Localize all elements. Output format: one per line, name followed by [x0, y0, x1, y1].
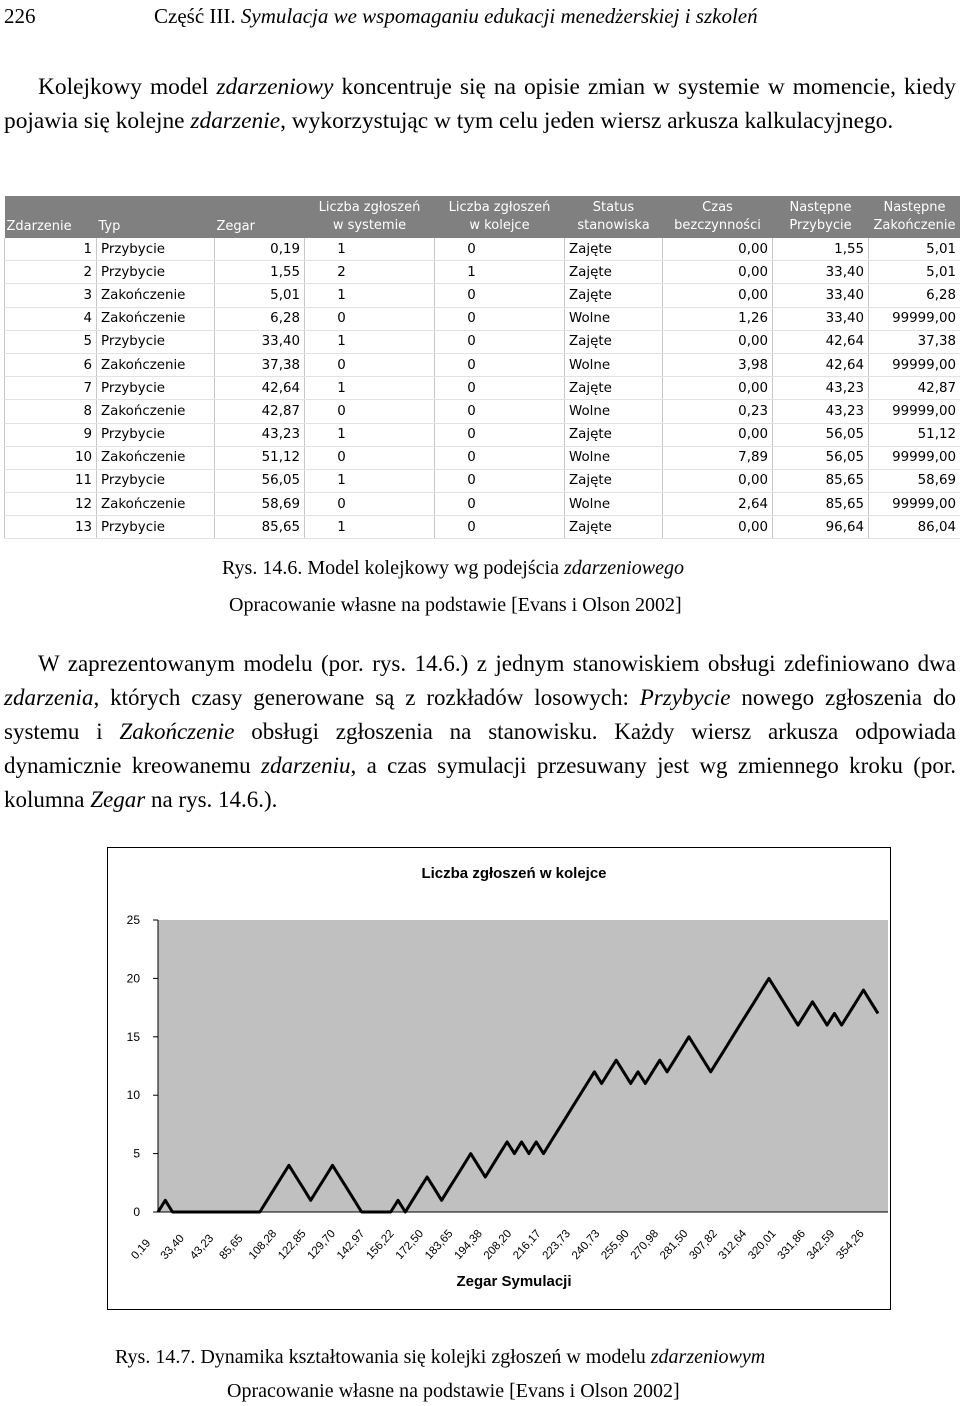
caption-italic: zdarzeniowym — [650, 1346, 766, 1368]
column-header: Zegar — [215, 196, 305, 238]
table-cell: 1 — [305, 330, 435, 353]
table-cell: Wolne — [565, 446, 663, 469]
table-cell: Wolne — [565, 307, 663, 330]
x-tick-label: 312,64 — [716, 1227, 750, 1263]
text-run: , wykorzystując w tym celu jeden wiersz arkusza kalkulacyjnego. — [280, 108, 894, 134]
table-cell: 99999,00 — [869, 446, 960, 469]
text-run: nowego zgłoszenia do systemu i — [4, 685, 956, 744]
x-tick-label: 281,50 — [658, 1227, 691, 1263]
table-cell: 0 — [435, 353, 565, 376]
table-cell: 9 — [5, 423, 97, 446]
x-tick-label: 0,19 — [129, 1237, 154, 1263]
table-cell: 0,00 — [663, 516, 773, 539]
x-tick-label: 223,73 — [540, 1227, 574, 1263]
table-cell: Zajęte — [565, 516, 663, 539]
part-label: Część III. — [154, 4, 236, 28]
table-cell: 58,69 — [215, 493, 305, 516]
table-row — [5, 516, 960, 539]
table-cell: 5 — [5, 330, 97, 353]
column-header: Status stanowiska — [565, 196, 663, 238]
text-run: na rys. 14.6.). — [145, 787, 278, 812]
table-cell: 86,04 — [869, 516, 960, 539]
table-cell: 2,64 — [663, 493, 773, 516]
table-cell: 0 — [435, 377, 565, 400]
table-cell: 0 — [305, 307, 435, 330]
table-cell: 1 — [305, 284, 435, 307]
table-cell: Przybycie — [97, 261, 215, 284]
table-cell: Przybycie — [97, 469, 215, 492]
table-cell: 56,05 — [773, 423, 869, 446]
table-row — [5, 446, 960, 469]
table-cell: Wolne — [565, 400, 663, 423]
part-title: Symulacja we wspomaganiu edukacji menedżerskiej i szkoleń — [240, 4, 758, 28]
x-tick-label: 208,20 — [481, 1227, 515, 1263]
intro-paragraph — [4, 70, 956, 138]
table-cell: 2 — [5, 261, 97, 284]
table-row — [5, 238, 960, 261]
table-cell: 5,01 — [869, 261, 960, 284]
column-header: Następne Przybycie — [773, 196, 869, 238]
table-row — [5, 377, 960, 400]
table-cell: 1 — [435, 261, 565, 284]
table-cell: Zajęte — [565, 423, 663, 446]
italic-term: zdarzeniowy — [216, 74, 334, 100]
x-tick-label: 142,97 — [334, 1227, 368, 1263]
table-cell: 0 — [435, 307, 565, 330]
table-row — [5, 307, 960, 330]
y-tick-label: 0 — [133, 1205, 140, 1219]
x-tick-label: 342,59 — [804, 1227, 838, 1263]
x-tick-label: 43,23 — [188, 1232, 217, 1263]
table-cell: 0,00 — [663, 261, 773, 284]
figure-caption — [2, 555, 960, 581]
italic-term: Zegar — [90, 787, 146, 812]
x-tick-label: 331,86 — [775, 1227, 809, 1263]
table-cell: 0 — [435, 330, 565, 353]
x-tick-label: 122,85 — [276, 1227, 309, 1263]
table-cell: 42,64 — [773, 330, 869, 353]
table-cell: Zajęte — [565, 261, 663, 284]
table-cell: 56,05 — [215, 469, 305, 492]
table-cell: 6,28 — [215, 307, 305, 330]
table-cell: 43,23 — [215, 423, 305, 446]
table-cell: Przybycie — [97, 516, 215, 539]
table-cell: 0 — [435, 516, 565, 539]
table-cell: 1,55 — [215, 261, 305, 284]
text-run: , a czas symulacji przesuwany jest wg zmiennego kroku (por. kolumna — [4, 753, 956, 812]
table-cell: Zakończenie — [97, 446, 215, 469]
plot-area — [127, 913, 888, 1262]
queue-line-chart — [108, 848, 890, 1309]
table-cell: 0 — [305, 493, 435, 516]
table-cell: 1 — [305, 423, 435, 446]
text-run: Kolejkowy model — [38, 74, 217, 100]
table-cell: 42,64 — [773, 353, 869, 376]
table-cell: Zakończenie — [97, 353, 215, 376]
table-cell: 0,00 — [663, 377, 773, 400]
table-cell: 0 — [435, 284, 565, 307]
figure-source: Opracowanie własne na podstawie [Evans i Olson 2002] — [227, 1380, 680, 1402]
body-paragraph — [4, 647, 956, 817]
table-cell: Zajęte — [565, 330, 663, 353]
x-tick-label: 216,17 — [511, 1227, 544, 1263]
table-row — [5, 353, 960, 376]
table-cell: 0,00 — [663, 284, 773, 307]
table-cell: 43,23 — [773, 400, 869, 423]
italic-term: zdarzenie — [190, 108, 281, 134]
x-tick-label: 183,65 — [423, 1227, 456, 1263]
table-cell: 7,89 — [663, 446, 773, 469]
table-row — [5, 261, 960, 284]
table-cell: 0 — [435, 446, 565, 469]
table-cell: Zajęte — [565, 377, 663, 400]
event-table — [4, 196, 960, 539]
table-cell: 2 — [305, 261, 435, 284]
table-cell: Zajęte — [565, 238, 663, 261]
table-cell: 37,38 — [215, 353, 305, 376]
table-cell: 51,12 — [215, 446, 305, 469]
x-tick-label: 156,22 — [364, 1227, 397, 1263]
table-cell: 5,01 — [869, 238, 960, 261]
table-cell: Wolne — [565, 493, 663, 516]
table-cell: 33,40 — [773, 261, 869, 284]
table-cell: 0,00 — [663, 469, 773, 492]
table-cell: 37,38 — [869, 330, 960, 353]
caption-italic: zdarzeniowego — [563, 557, 684, 579]
table-cell: 0 — [435, 469, 565, 492]
table-cell: 33,40 — [215, 330, 305, 353]
table-header-row — [5, 196, 960, 238]
table-cell: 42,87 — [215, 400, 305, 423]
table-cell: 1,55 — [773, 238, 869, 261]
table-cell: 99999,00 — [869, 353, 960, 376]
table-cell: 56,05 — [773, 446, 869, 469]
table-cell: 3 — [5, 284, 97, 307]
table-cell: 0 — [435, 493, 565, 516]
table-cell: 5,01 — [215, 284, 305, 307]
page-number: 226 — [4, 4, 36, 28]
table-row — [5, 423, 960, 446]
column-header: Zdarzenie — [5, 196, 97, 238]
column-header: Następne Zakończenie — [869, 196, 960, 238]
spreadsheet-figure — [4, 196, 960, 535]
text-run: W zaprezentowanym modelu (por. rys. 14.6.) z jednym stanowiskiem obsługi zdefiniowano dwa — [38, 651, 956, 676]
table-cell: 42,64 — [215, 377, 305, 400]
queue-chart — [107, 847, 891, 1310]
column-header: Liczba zgłoszeń w systemie — [305, 196, 435, 238]
table-cell: Przybycie — [97, 238, 215, 261]
table-cell: 96,64 — [773, 516, 869, 539]
table-cell: 8 — [5, 400, 97, 423]
table-cell: 0,00 — [663, 330, 773, 353]
table-cell: 1 — [5, 238, 97, 261]
x-tick-label: 85,65 — [217, 1232, 246, 1263]
text-run: koncentruje się na opisie zmian w systemie w momencie, kiedy pojawia się kolejne — [4, 74, 956, 134]
table-cell: 1 — [305, 377, 435, 400]
table-cell: 7 — [5, 377, 97, 400]
table-cell: 58,69 — [869, 469, 960, 492]
table-cell: 0 — [435, 238, 565, 261]
table-cell: 85,65 — [773, 493, 869, 516]
italic-term: zdarzenia — [4, 685, 94, 710]
table-row — [5, 493, 960, 516]
table-cell: 0 — [305, 353, 435, 376]
table-cell: 3,98 — [663, 353, 773, 376]
table-cell: 0 — [305, 446, 435, 469]
table-cell: Zakończenie — [97, 400, 215, 423]
table-cell: 6 — [5, 353, 97, 376]
table-cell: 99999,00 — [869, 493, 960, 516]
table-cell: 6,28 — [869, 284, 960, 307]
y-tick-label: 25 — [126, 913, 140, 927]
x-tick-label: 320,01 — [746, 1227, 779, 1263]
y-tick-label: 20 — [126, 971, 140, 986]
table-cell: 13 — [5, 516, 97, 539]
table-cell: Zakończenie — [97, 493, 215, 516]
x-axis-label: Zegar Symulacji — [456, 1273, 572, 1290]
table-row — [5, 400, 960, 423]
table-cell: 1,26 — [663, 307, 773, 330]
table-cell: 85,65 — [773, 469, 869, 492]
x-tick-label: 240,73 — [569, 1227, 603, 1263]
table-cell: 0 — [435, 400, 565, 423]
table-cell: 43,23 — [773, 377, 869, 400]
table-cell: 33,40 — [773, 307, 869, 330]
figure-source: Opracowanie własne na podstawie [Evans i Olson 2002] — [229, 594, 682, 616]
table-cell: 1 — [305, 516, 435, 539]
table-row — [5, 284, 960, 307]
table-cell: 0,19 — [215, 238, 305, 261]
x-tick-label: 307,82 — [687, 1227, 720, 1263]
x-tick-label: 33,40 — [158, 1232, 187, 1263]
y-tick-label: 5 — [133, 1146, 140, 1161]
text-run: , których czasy generowane są z rozkładów losowych: — [93, 685, 640, 710]
table-cell: Wolne — [565, 353, 663, 376]
table-cell: 33,40 — [773, 284, 869, 307]
text-run: obsługi zgłoszenia na stanowisku. Każdy wiersz arkusza odpowiada dynamicznie kreowanemu — [4, 719, 956, 778]
x-tick-label: 108,28 — [246, 1227, 280, 1263]
y-tick-label: 15 — [126, 1029, 140, 1044]
table-cell: 10 — [5, 446, 97, 469]
column-header: Typ — [97, 196, 215, 238]
x-tick-label: 194,38 — [452, 1227, 485, 1263]
x-tick-label: 172,50 — [393, 1227, 427, 1263]
italic-term: Przybycie — [639, 685, 731, 710]
x-tick-label: 129,70 — [305, 1227, 339, 1263]
table-cell: Przybycie — [97, 330, 215, 353]
table-row — [5, 330, 960, 353]
italic-term: zdarzeniu — [261, 753, 351, 778]
table-cell: 12 — [5, 493, 97, 516]
column-header: Liczba zgłoszeń w kolejce — [435, 196, 565, 238]
table-cell: Zakończenie — [97, 307, 215, 330]
table-cell: 51,12 — [869, 423, 960, 446]
italic-term: Zakończenie — [119, 719, 235, 744]
table-cell: 0 — [305, 400, 435, 423]
figure-caption — [0, 1344, 960, 1370]
table-body — [5, 238, 960, 539]
table-cell: 1 — [305, 238, 435, 261]
table-cell: 4 — [5, 307, 97, 330]
table-cell: 11 — [5, 469, 97, 492]
table-cell: 0,00 — [663, 238, 773, 261]
running-header — [4, 2, 954, 30]
table-cell: Zakończenie — [97, 284, 215, 307]
table-row — [5, 469, 960, 492]
table-cell: 99999,00 — [869, 307, 960, 330]
table-cell: Przybycie — [97, 377, 215, 400]
caption-text: Rys. 14.7. Dynamika kształtowania się kolejki zgłoszeń w modelu — [115, 1346, 651, 1368]
x-tick-label: 354,26 — [834, 1227, 867, 1263]
column-header: Czas bezczynności — [663, 196, 773, 238]
table-cell: 42,87 — [869, 377, 960, 400]
table-cell: Zajęte — [565, 284, 663, 307]
table-cell: Przybycie — [97, 423, 215, 446]
caption-text: Rys. 14.6. Model kolejkowy wg podejścia — [222, 557, 564, 579]
table-cell: 99999,00 — [869, 400, 960, 423]
table-cell: 1 — [305, 469, 435, 492]
plot-background — [158, 920, 888, 1212]
table-cell: 0 — [435, 423, 565, 446]
table-cell: 0,23 — [663, 400, 773, 423]
y-tick-label: 10 — [126, 1088, 140, 1103]
chart-title: Liczba zgłoszeń w kolejce — [421, 865, 607, 882]
x-tick-label: 270,98 — [628, 1227, 662, 1263]
table-cell: 0,00 — [663, 423, 773, 446]
x-tick-label: 255,90 — [599, 1227, 632, 1263]
table-cell: 85,65 — [215, 516, 305, 539]
table-cell: Zajęte — [565, 469, 663, 492]
